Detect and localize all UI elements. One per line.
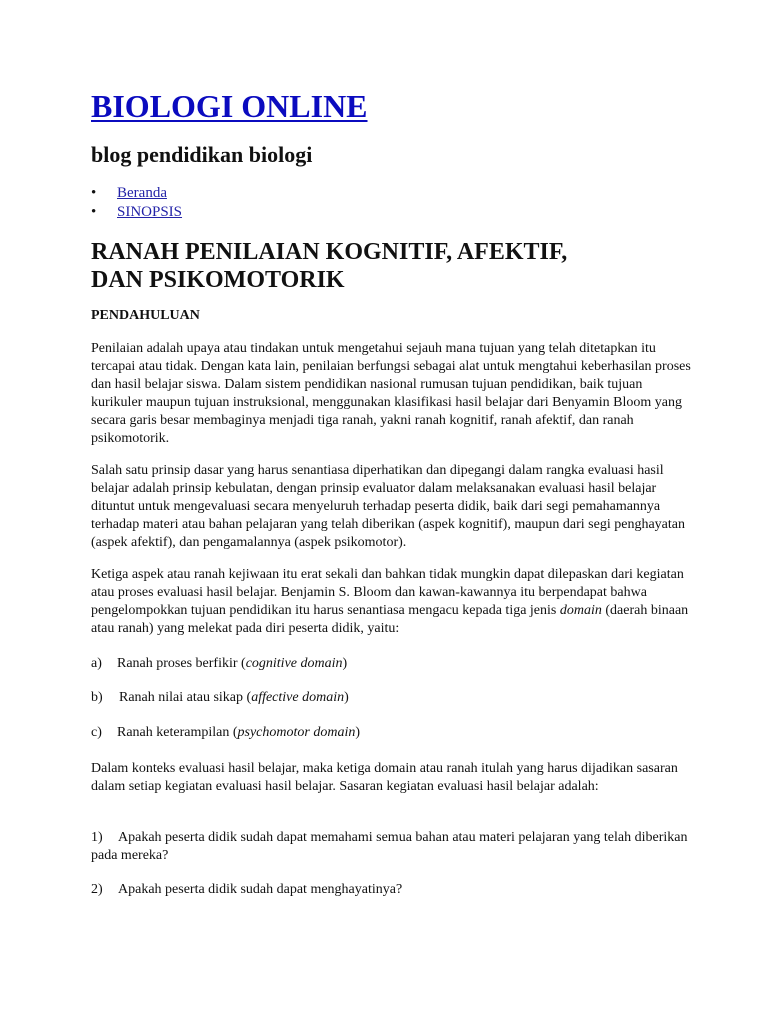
domain-item-c xyxy=(91,724,360,742)
paragraph-1: Penilaian adalah upaya atau tindakan untuk mengetahui sejauh mana tujuan yang telah ditetapkan itu tercapai atau tidak. Dengan kata lain, penilaian berfungsi sebagai alat untuk mengtahui keberhasilan proses dan hasil belajar siswa. Dalam sistem pendidikan nasional rumusan tujuan pendidikan, baik tujuan kurikuler maupun tujuan instruksional, menggunakan klasifikasi hasil belajar dari Benyamin Bloom yang secara garis besar membaginya menjadi tiga ranah, yakni ranah kognitif, ranah afektif, dan ranah psikomotorik. xyxy=(91,341,691,446)
domain-close: ) xyxy=(342,656,348,671)
domain-item-b xyxy=(91,689,349,707)
domain-text: Ranah keterampilan ( xyxy=(117,725,238,740)
paragraph-4: Dalam konteks evaluasi hasil belajar, maka ketiga domain atau ranah itulah yang harus dijadikan sasaran dalam setiap kegiatan evaluasi hasil belajar. Sasaran kegiatan evaluasi hasil belajar adalah: xyxy=(91,761,678,794)
blog-description: blog pendidikan biologi xyxy=(91,142,313,167)
section-heading: PENDAHULUAN xyxy=(91,308,200,323)
domain-close: ) xyxy=(355,725,361,740)
paragraph-3-italic: domain xyxy=(559,603,602,618)
domain-text: Ranah nilai atau sikap ( xyxy=(119,690,252,705)
domain-item-a xyxy=(91,655,347,673)
nav-link-sinopsis[interactable]: SINOPSIS xyxy=(117,204,183,220)
post-title: RANAH PENILAIAN KOGNITIF, AFEKTIF, DAN PSIKOMOTORIK xyxy=(91,239,568,293)
domain-marker: b) xyxy=(91,690,103,705)
question-item-1 xyxy=(91,829,691,865)
domain-italic: psychomotor domain xyxy=(237,725,356,740)
question-marker: 2) xyxy=(91,882,103,897)
nav-link-beranda[interactable]: Beranda xyxy=(117,185,167,201)
domain-text: Ranah proses berfikir ( xyxy=(117,656,246,671)
nav-item-sinopsis xyxy=(91,203,182,222)
question-marker: 1) xyxy=(91,830,103,845)
paragraph-3-text-after: (daerah binaan atau ranah) yang melekat pada diri peserta didik, yaitu: xyxy=(91,603,689,636)
domain-close: ) xyxy=(344,690,349,705)
question-text: Apakah peserta didik sudah dapat menghayatinya? xyxy=(118,882,403,897)
domain-italic: affective domain xyxy=(251,690,345,705)
domain-marker: a) xyxy=(91,656,102,671)
blog-title-link[interactable]: BIOLOGI ONLINE xyxy=(91,88,368,124)
nav-list xyxy=(91,184,182,222)
nav-item-beranda xyxy=(91,184,182,203)
paragraph-2: Salah satu prinsip dasar yang harus senantiasa diperhatikan dan dipegangi dalam rangka evaluasi hasil belajar adalah prinsip kebulatan, dengan prinsip evaluator dalam melaksanakan evaluasi hasil belajar dituntut untuk mengevaluasi secara menyeluruh terhadap peserta didik, baik dari segi pemahamannya terhadap materi atau bahan pelajaran yang telah diberikan (aspek kognitif), maupun dari segi penghayatan (aspek afektif), dan pengamalannya (aspek psikomotor). xyxy=(91,463,685,550)
paragraph-3 xyxy=(91,566,691,638)
domain-marker: c) xyxy=(91,725,102,740)
blog-title xyxy=(91,86,368,126)
domain-italic: cognitive domain xyxy=(245,656,343,671)
question-item-2 xyxy=(91,881,691,899)
question-text: Apakah peserta didik sudah dapat memahami semua bahan atau materi pelajaran yang telah diberikan pada mereka? xyxy=(91,830,688,863)
paragraph-3-text-before: Ketiga aspek atau ranah kejiwaan itu erat sekali dan bahkan tidak mungkin dapat dilepaskan dari kegiatan atau proses evaluasi hasil belajar. Benjamin S. Bloom dan kawan-kawannya itu berpendapat bahwa pengelompokkan tujuan pendidikan itu harus senantiasa mengacu kepada tiga jenis xyxy=(91,567,684,618)
